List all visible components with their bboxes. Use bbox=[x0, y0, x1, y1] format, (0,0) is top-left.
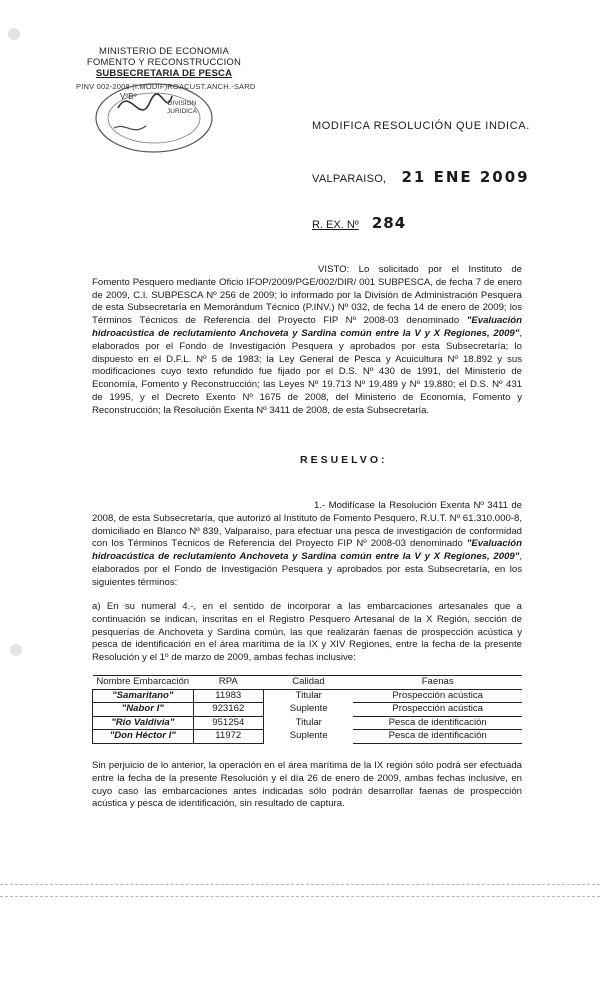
ministry-line-2: FOMENTO Y RECONSTRUCCION bbox=[86, 57, 242, 68]
vessel-calidad: Titular bbox=[295, 689, 322, 701]
visto-paragraph bbox=[92, 264, 522, 418]
point-1-text: 1.- Modifícase la Resolución Exenta Nº 3411 de 2008, de esta Subsecretaría, que autorizó al Instituto de Fomento Pesquero, R.U.T. Nº 61.310.000-8, domiciliado en Blanco Nº 839, Valparaíso, para efectuar una pesca de investigación de conformidad con los Términos Técnicos de Referencia del Proyecto FIP Nº 2008-03 denominado bbox=[92, 500, 522, 550]
point-a-paragraph: a) En su numeral 4.-, en el sentido de incorporar a las embarcaciones artesanales que a continuación se indican, inscritas en el Registro Pesquero Artesanal de la X Región, sección de pesquerías de Anchoveta y Sardina común, las que realizarán faenas de prospección acústica y pesca de identificación en el área marítima de la IX y XIV Regiones, entre la fecha de la presente Resolución y el 1º de marzo de 2009, ambas fechas inclusive: bbox=[92, 601, 522, 664]
vessel-rpa: 923162 bbox=[193, 703, 264, 717]
resolution-label: R. EX. Nº bbox=[312, 219, 359, 231]
table-row bbox=[93, 716, 523, 730]
visto-text: VISTO: Lo solicitado por el Instituto de Fomento Pesquero mediante Oficio IFOP/2009/PGE/002/DIR/ 001 SUBPESCA, de fecha 7 de enero de 2009, C.I. SUBPESCA Nº 256 de 2009; lo informado por la División de Administración Pesquera de esta Subsecretaría en Memorándum Técnico (P.INV.) Nº 032, de fecha 14 de enero de 2009; los Términos Técnicos de Referencia del Proyecto FIP Nº 2008-03 denominado bbox=[92, 264, 522, 327]
header-calidad: Calidad bbox=[264, 676, 354, 690]
vessels-table bbox=[92, 675, 522, 744]
visto-project-title: "Evaluación hidroacústica de reclutamiento Anchoveta y Sardina común entre la V y X Regiones, 2009" bbox=[92, 315, 522, 339]
vessel-calidad: Suplente bbox=[289, 730, 328, 741]
table-row bbox=[93, 730, 523, 744]
vessel-name: "Don Héctor I" bbox=[93, 730, 194, 744]
ministry-line-1: MINISTERIO DE ECONOMIA bbox=[98, 46, 230, 57]
header-faenas: Faenas bbox=[353, 676, 522, 690]
vessel-rpa: 951254 bbox=[193, 716, 264, 730]
vessel-name: "Nabor I" bbox=[93, 703, 194, 717]
city: VALPARAISO, bbox=[312, 173, 387, 185]
approval-mark: VºBº bbox=[120, 92, 137, 101]
reference-code: PINV 002-2008 (I.MODIF)ROACUST.ANCH.-SARD bbox=[76, 82, 256, 91]
date: 21 ENE 2009 bbox=[401, 168, 530, 186]
resuelvo-heading: RESUELVO: bbox=[300, 454, 388, 466]
point-1-text-2: , elaborados por el Fondo de Investigación Pesquera y aprobados por esta Subsecretaría, en los siguientes términos: bbox=[92, 551, 522, 588]
place-date bbox=[312, 168, 530, 186]
vessel-faenas: Pesca de identificación bbox=[353, 716, 522, 730]
after-table-paragraph: Sin perjuicio de lo anterior, la operación en el área marítima de la IX región sólo podrá ser efectuada entre la fecha de la presente Resolución y el día 26 de enero de 2009, ambas fechas inclusive, en cuyo caso las embarcaciones antes indicadas sólo podrán desarrollar faenas de prospección acústica y pesca de identificación, sin resultado de captura. bbox=[92, 760, 522, 810]
fold-line bbox=[0, 896, 600, 897]
vessel-faenas: Pesca de identificación bbox=[353, 730, 522, 744]
department-label: DIVISION JURIDICA bbox=[167, 100, 197, 115]
vessel-rpa: 11972 bbox=[193, 730, 264, 744]
point-1-project-title: "Evaluación hidroacústica de reclutamiento Anchoveta y Sardina común entre la V y X Regiones, 2009" bbox=[92, 538, 522, 563]
vessel-rpa: 11983 bbox=[193, 689, 264, 703]
ministry-line-3: SUBSECRETARIA DE PESCA bbox=[95, 68, 233, 79]
fold-line bbox=[0, 884, 600, 885]
header-vessel-name: Nombre Embarcación bbox=[93, 676, 194, 690]
table-row bbox=[93, 703, 523, 717]
resolution-number bbox=[312, 214, 406, 232]
table-row bbox=[93, 689, 523, 703]
vessel-faenas: Prospección acústica bbox=[353, 689, 522, 703]
header-rpa: RPA bbox=[193, 676, 264, 690]
vessel-calidad: Suplente bbox=[289, 703, 328, 714]
point-1-paragraph bbox=[92, 500, 522, 590]
document-subject: MODIFICA RESOLUCIÓN QUE INDICA. bbox=[312, 120, 530, 132]
vessel-calidad: Titular bbox=[295, 716, 322, 728]
stamp-seal bbox=[88, 78, 218, 158]
vessel-faenas: Prospección acústica bbox=[353, 703, 522, 717]
vessel-name: "Río Valdivia" bbox=[93, 716, 194, 730]
resolution-value: 284 bbox=[371, 214, 407, 232]
visto-text-2: , elaborados por el Fondo de Investigación Pesquera y aprobados por esta Subsecretaría; lo dispuesto en el D.F.L. Nº 5 de 1983; la Ley General de Pesca y Acuicultura Nº 18.892 y sus modificaciones cuyo texto refundido fue fijado por el D.S. Nº 430 de 1991, del Ministerio de Economía, Fomento y Reconstrucción; las Leyes Nº 19.713 Nº 19.489 y Nº 19.880; el D.S. Nº 431 de 1995, y el Decreto Exento Nº 1675 de 2008, del Ministerio de Economía, Fomento y Reconstrucción; la Resolución Exenta Nº 3411 de 2008, de esta Subsecretaría. bbox=[92, 327, 522, 416]
table-header-row bbox=[93, 676, 523, 690]
ministry-header bbox=[74, 46, 254, 79]
vessel-name: "Samaritano" bbox=[93, 689, 194, 703]
